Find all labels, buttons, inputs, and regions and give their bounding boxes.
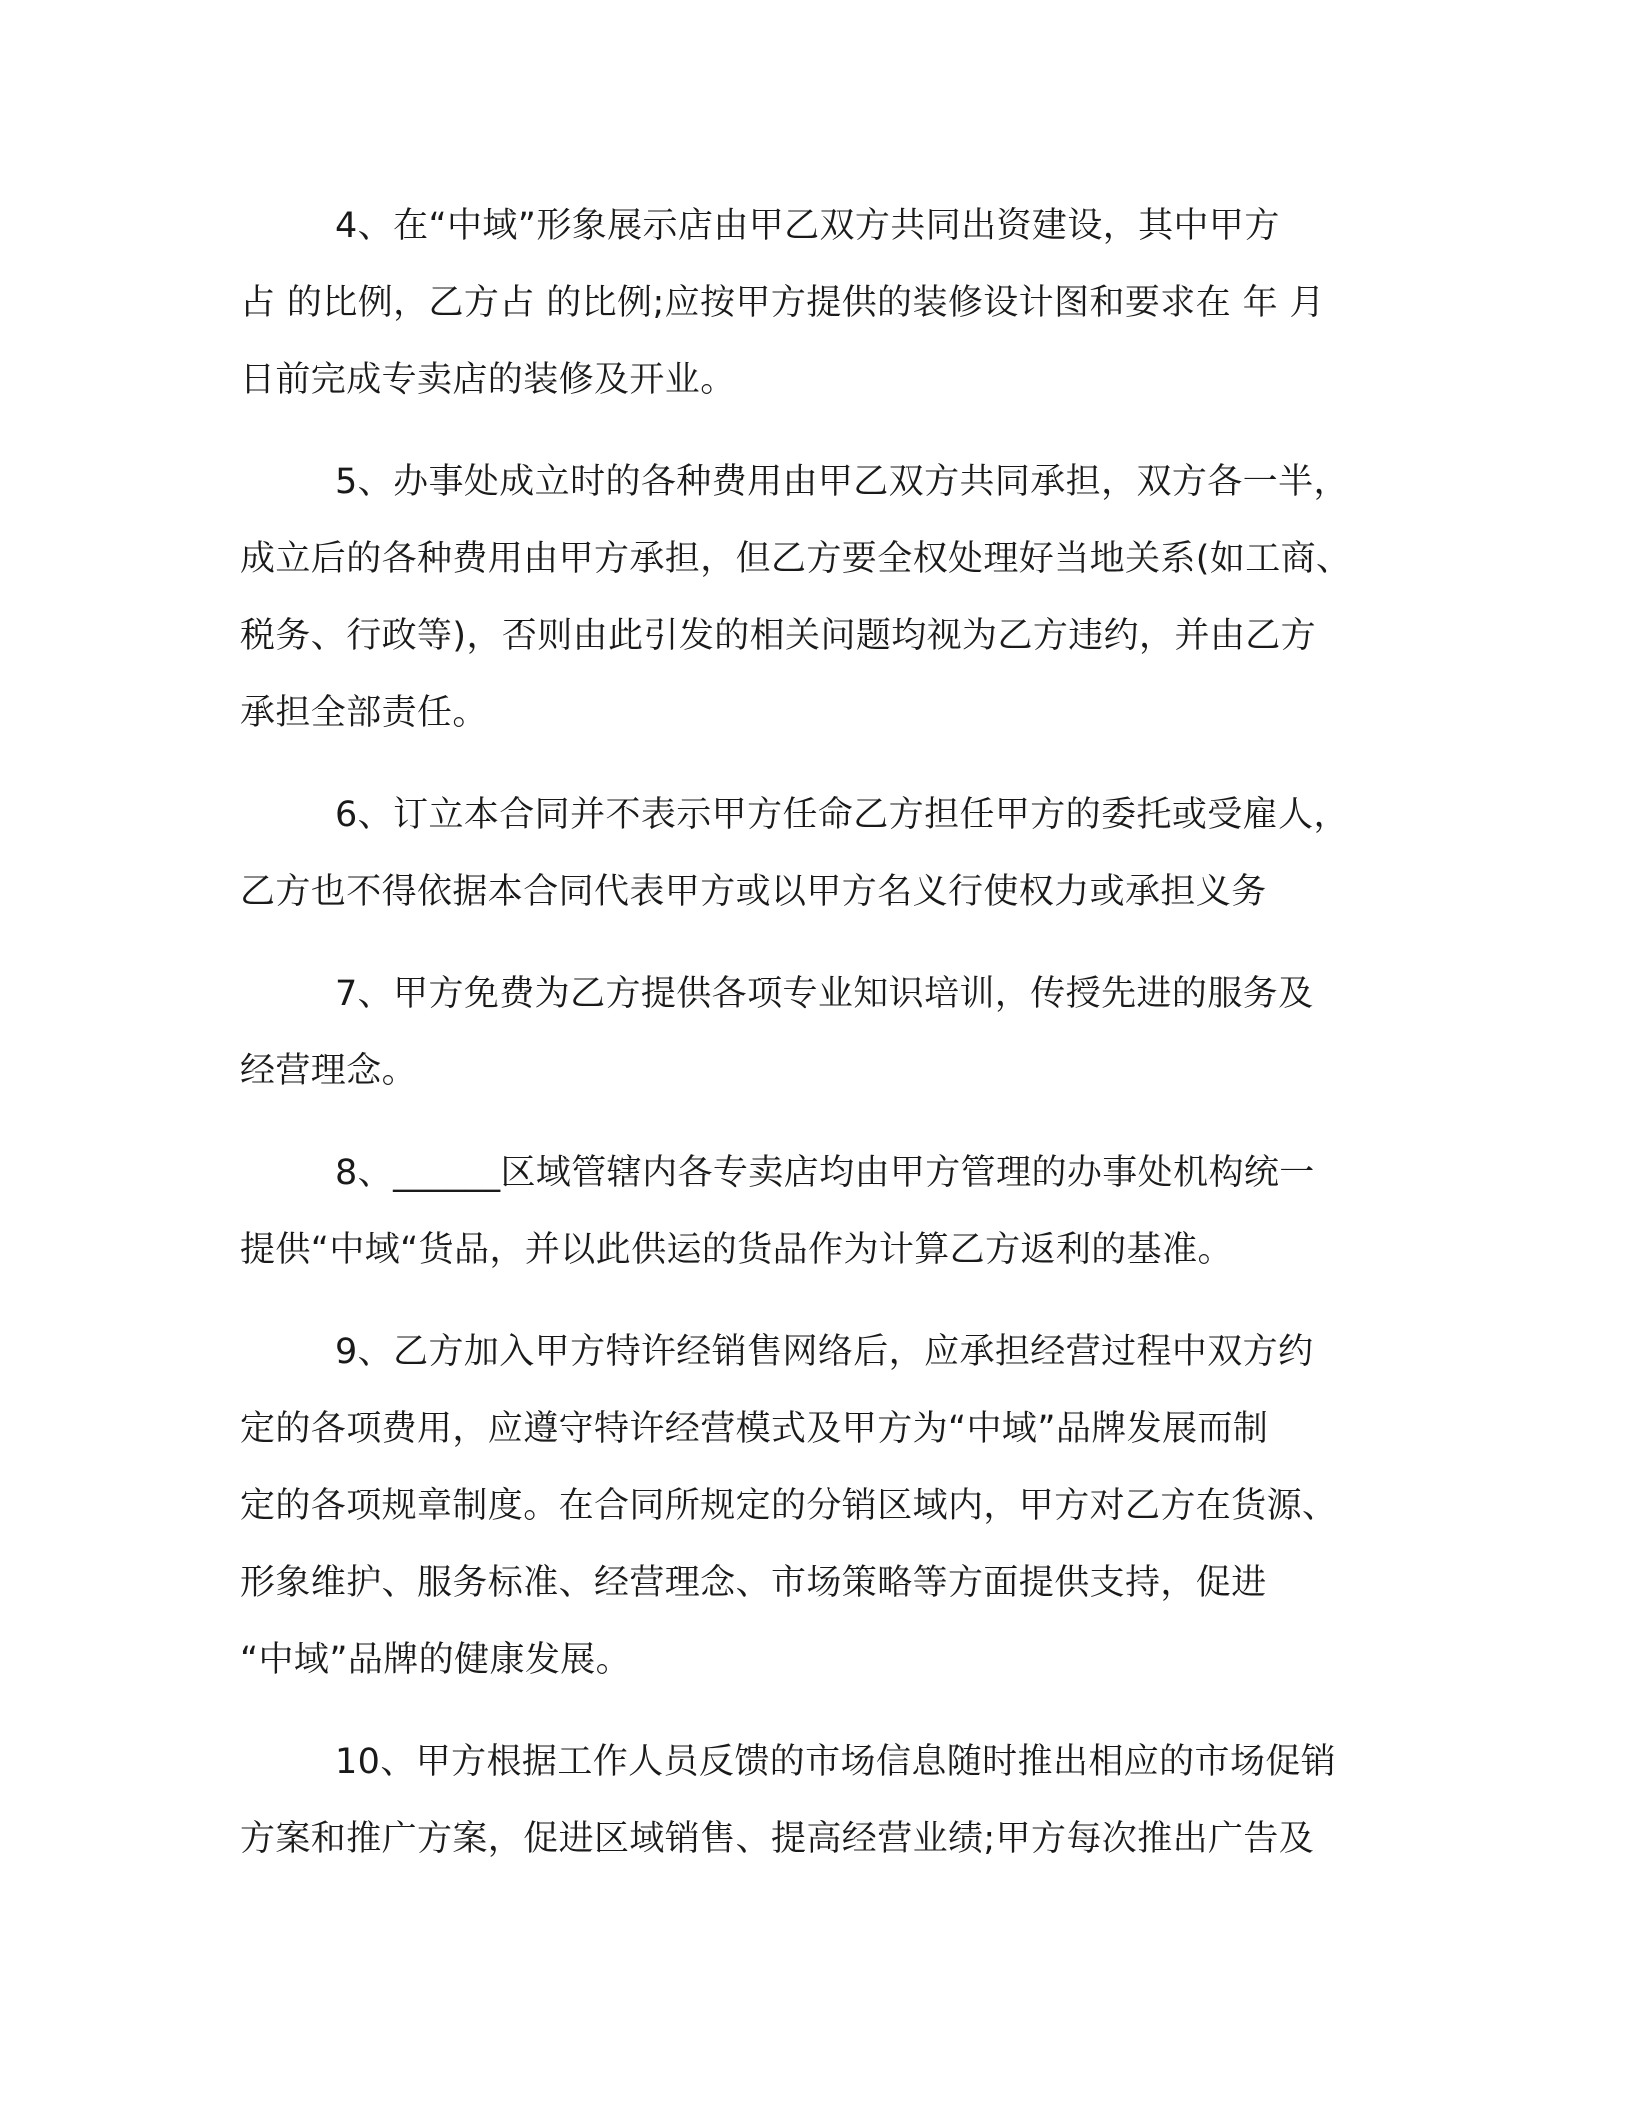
clause-line: 成立后的各种费用由甲方承担，但乙方要全权处理好当地关系(如工商、 [240,539,1352,579]
clause-10 [240,1724,1388,1878]
document-body [240,188,1388,1878]
clause-line: 定的各项规章制度。在合同所规定的分销区域内，甲方对乙方在货源、 [240,1486,1338,1526]
clause-line: 10、甲方根据工作人员反馈的市场信息随时推出相应的市场促销 [335,1742,1337,1782]
clause-7 [240,956,1388,1110]
clause-4 [240,188,1388,419]
clause-line: 提供“中域“货品，并以此供运的货品作为计算乙方返利的基准。 [240,1230,1233,1270]
clause-5 [240,444,1388,752]
clause-line: 日前完成专卖店的装修及开业。 [240,360,736,400]
clause-line: 7、甲方免费为乙方提供各项专业知识培训，传授先进的服务及 [335,974,1314,1014]
clause-line: 9、乙方加入甲方特许经销售网络后，应承担经营过程中双方约 [335,1332,1314,1372]
clause-line: 4、在“中域”形象展示店由甲乙双方共同出资建设，其中甲方 [335,206,1280,246]
clause-line: 税务、行政等)，否则由此引发的相关问题均视为乙方违约，并由乙方 [240,616,1317,656]
clause-6 [240,777,1388,931]
clause-line: 承担全部责任。 [240,693,488,733]
clause-line: 6、订立本合同并不表示甲方任命乙方担任甲方的委托或受雇人， [335,795,1349,835]
clause-line: 经营理念。 [240,1051,418,1091]
clause-line: 方案和推广方案，促进区域销售、提高经营业绩;甲方每次推出广告及 [240,1819,1315,1859]
clause-line: 定的各项费用，应遵守特许经营模式及甲方为“中域”品牌发展而制 [240,1409,1269,1449]
clause-line: 8、______区域管辖内各专卖店均由甲方管理的办事处机构统一 [335,1153,1315,1193]
clause-line: 形象维护、服务标准、经营理念、市场策略等方面提供支持，促进 [240,1563,1267,1603]
clause-line: 占 的比例，乙方占 的比例;应按甲方提供的装修设计图和要求在 年 月 [240,283,1325,323]
clause-9 [240,1314,1388,1699]
clause-line: 5、办事处成立时的各种费用由甲乙双方共同承担，双方各一半， [335,462,1349,502]
clause-8 [240,1135,1388,1289]
clause-line: “中域”品牌的健康发展。 [240,1640,632,1680]
clause-line: 乙方也不得依据本合同代表甲方或以甲方名义行使权力或承担义务 [240,872,1267,912]
